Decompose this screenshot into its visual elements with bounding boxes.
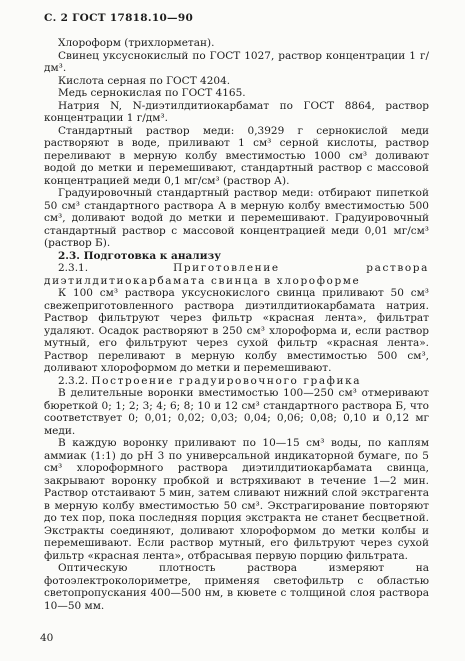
calibration-solution-b: Градуировочный стандартный раствор меди: отбирают пипеткой 50 см³ стандартного раствора А в мерную колбу вместимостью 500 см³, доливают водой до метки и перемешивают. Градуировочный стандартный раствор с массовой концентрацией меди 0,01 мг/см³ (раствор Б). (44, 187, 429, 249)
page-number: 40 (40, 632, 54, 644)
subsection-title: Приготовление раствора диэтилдитиокарбамата свинца в хлороформе (44, 262, 429, 287)
running-header: С. 2 ГОСТ 17818.10—90 (44, 12, 194, 24)
reagent-sulfuric-acid: Кислота серная по ГОСТ 4204. (58, 74, 231, 87)
reagent-lead-acetate: Свинец уксуснокислый по ГОСТ 1027, раствор концентрации 1 г/дм³. (44, 49, 429, 74)
document-body (44, 37, 429, 612)
procedure-aliquots: В делительные воронки вместимостью 100—250 см³ отмеривают бюреткой 0; 1; 2; 3; 4; 6; 8; 10 и 12 см³ стандартного раствора Б, что соответствует 0; 0,01; 0,02; 0,03; 0,04; 0,06; 0,08; 0,10 и 0,12 мг меди. (44, 387, 429, 437)
reagent-chloroform: Хлороформ (трихлорметан). (58, 37, 215, 49)
subsection-title: Построение градуировочного графика (91, 374, 362, 387)
section-heading-2-3: 2.3. Подготовка к анализу (58, 249, 221, 262)
reagent-copper-sulfate: Медь сернокислая по ГОСТ 4165. (58, 87, 246, 99)
procedure-extraction: В каждую воронку приливают по 10—15 см³ воды, по каплям аммиак (1:1) до pH 3 по универсальной индикаторной бумаге, по 5 см³ хлороформного раствора диэтилдитиокарбамата свинца, закрывают воронку пробкой и встряхивают в течение 1—2 мин. Раствор отстаивают 5 мин, затем сливают нижний слой экстрагента в мерную колбу вместимостью 50 см³. Экстрагирование повторяют до тех пор, пока последняя порция экстракта не станет бесцветной. Экстракты соединяют, доливают хлороформом до метки колбы и перемешивают. Если раствор мутный, его фильтруют через сухой фильтр «красная лента», отбрасывая первую порцию фильтрата. (44, 437, 429, 562)
subsection-heading-2-3-1 (44, 262, 429, 287)
subsection-number: 2.3.2. (58, 374, 92, 387)
standard-solution-a: Стандартный раствор меди: 0,3929 г сернокислой меди растворяют в воде, приливают 1 см³ серной кислоты, раствор переливают в мерную колбу вместимостью 1000 см³ доливают водой до метки и перемешивают, стандартный раствор с массовой концентрацией меди 0,1 мг/см³ (раствор А). (44, 124, 429, 187)
reagent-sodium-dtc: Натрия N, N-диэтилдитиокарбамат по ГОСТ 8864, раствор концентрации 1 г/дм³. (44, 99, 429, 124)
subsection-number: 2.3.1. (58, 262, 174, 274)
procedure-optical-density: Оптическую плотность раствора измеряют на фотоэлектроколориметре, применяя светофильтр с областью светопропускания 400—500 нм, в кювете с толщиной слоя раствора 10—50 мм. (44, 562, 429, 612)
subsection-heading-2-3-2 (44, 375, 429, 388)
procedure-lead-dtc: К 100 см³ раствора уксуснокислого свинца приливают 50 см³ свежеприготовленного раствора диэтилдитиокарбамата натрия. Раствор фильтруют через фильтр «красная лента», фильтрат удаляют. Осадок растворяют в 250 см³ хлороформа и, если раствор мутный, его фильтруют через сухой фильтр «красная лента». Раствор переливают в мерную колбу вместимостью 500 см³, доливают хлороформом до метки и перемешивают. (44, 287, 429, 374)
